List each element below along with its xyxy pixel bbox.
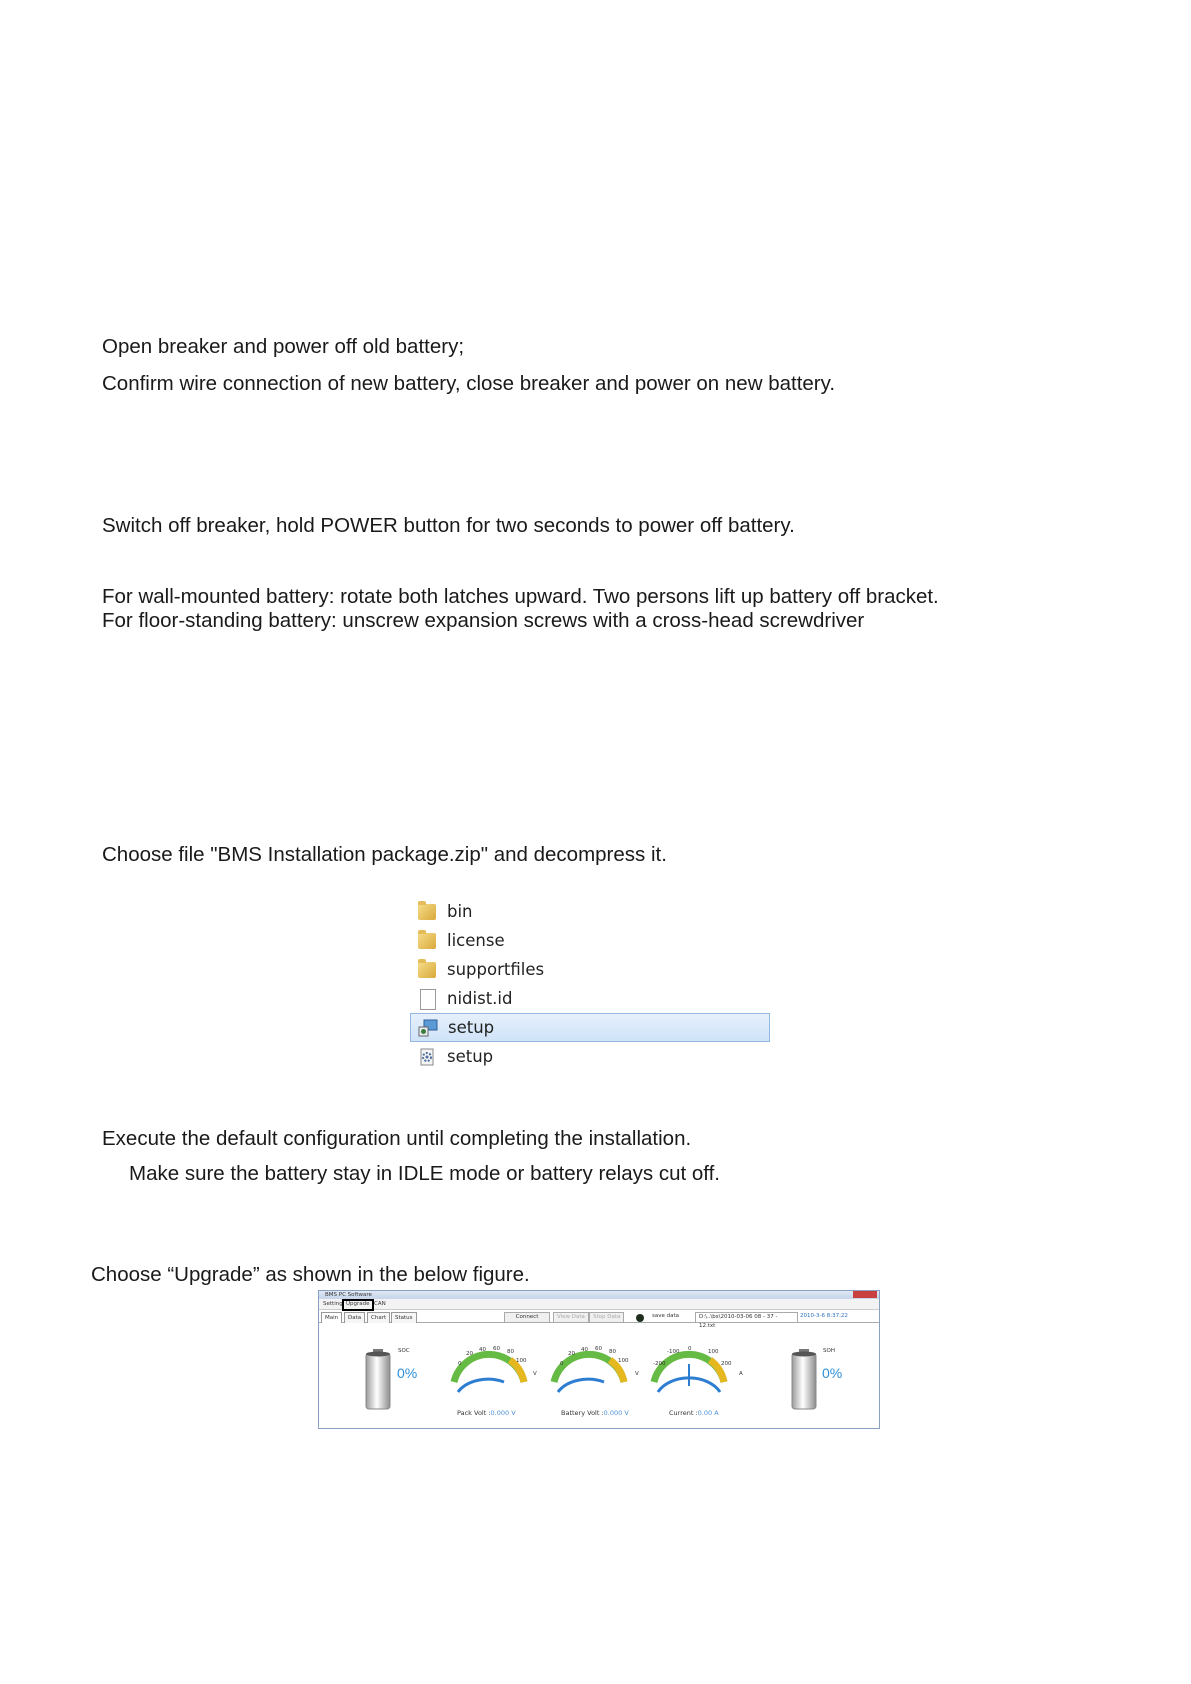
folder-icon <box>416 901 438 923</box>
step-power-off-old: Open breaker and power off old battery; <box>102 335 465 358</box>
step-wall-mounted: For wall-mounted battery: rotate both latches upward. Two persons lift up battery off bracket. <box>102 585 939 608</box>
file-path-field[interactable]: D:\..\bs\2010-03-06 08 - 37 - 12.txt <box>695 1312 798 1323</box>
file-item-supportfiles[interactable] <box>410 955 770 984</box>
pack-volt-readout <box>457 1409 516 1417</box>
file-item-setup-config[interactable] <box>410 1042 770 1071</box>
step-connect-new: Confirm wire connection of new battery, close breaker and power on new battery. <box>102 372 836 395</box>
window-controls[interactable] <box>853 1291 877 1298</box>
current-value: 0.00 A <box>697 1409 719 1417</box>
step-floor-standing: For floor-standing battery: unscrew expansion screws with a cross-head screwdriver <box>102 609 865 632</box>
step-choose-file: Choose file "BMS Installation package.zip" and decompress it. <box>102 843 667 866</box>
soc-battery-icon <box>365 1349 391 1411</box>
file-item-bin[interactable] <box>410 897 770 926</box>
tick: 40 <box>479 1347 486 1353</box>
pack-volt-label: Pack Volt : <box>457 1409 491 1417</box>
setup-icon <box>417 1017 439 1039</box>
tick: 0 <box>560 1361 564 1367</box>
tick: -100 <box>667 1349 680 1355</box>
menu-upgrade[interactable]: Upgrade <box>342 1299 374 1311</box>
battery-volt-label: Battery Volt : <box>561 1409 604 1417</box>
file-name: setup <box>447 1047 494 1066</box>
tick: 0 <box>688 1346 692 1352</box>
folder-icon <box>416 959 438 981</box>
folder-icon <box>416 930 438 952</box>
file-name: setup <box>448 1018 495 1037</box>
stop-data-button[interactable]: Stop Data <box>589 1312 624 1323</box>
tick: 200 <box>721 1361 732 1367</box>
app-title-bar <box>319 1291 879 1299</box>
tick: 100 <box>618 1358 629 1364</box>
tick: 0 <box>458 1361 462 1367</box>
view-data-button[interactable]: View Data <box>553 1312 589 1323</box>
app-title: BMS PC Software <box>325 1292 372 1298</box>
tick: 60 <box>493 1346 500 1352</box>
tick: 60 <box>595 1346 602 1352</box>
battery-volt-gauge <box>544 1346 634 1406</box>
tick: 100 <box>516 1358 527 1364</box>
save-data-checkbox[interactable]: save data <box>652 1313 680 1319</box>
unit-v: V <box>533 1371 537 1377</box>
file-item-nidist[interactable] <box>410 984 770 1013</box>
status-led-icon <box>636 1314 644 1322</box>
tab-data[interactable]: Data <box>344 1312 365 1323</box>
note-idle-mode: Make sure the battery stay in IDLE mode or battery relays cut off. <box>129 1162 720 1185</box>
file-name: license <box>447 931 505 950</box>
tick: 100 <box>708 1349 719 1355</box>
pack-volt-value: 0.000 V <box>490 1409 516 1417</box>
tab-main[interactable]: Main <box>321 1312 342 1323</box>
tick: 40 <box>581 1347 588 1353</box>
soh-battery-icon <box>791 1349 817 1411</box>
tab-status[interactable]: Status <box>391 1312 417 1323</box>
tick: -200 <box>653 1361 666 1367</box>
bms-software-screenshot <box>318 1290 880 1429</box>
file-item-setup-exe[interactable] <box>410 1013 770 1042</box>
file-item-license[interactable] <box>410 926 770 955</box>
current-readout <box>669 1409 719 1417</box>
tab-chart[interactable]: Chart <box>367 1312 390 1323</box>
document-icon <box>416 988 438 1010</box>
tick: 80 <box>609 1349 616 1355</box>
menu-bar <box>319 1299 879 1310</box>
battery-volt-value: 0.000 V <box>603 1409 629 1417</box>
step-choose-upgrade: Choose “Upgrade” as shown in the below figure. <box>91 1263 530 1286</box>
file-list <box>410 897 770 1071</box>
unit-v: V <box>635 1371 639 1377</box>
soh-value: 0% <box>822 1365 843 1381</box>
pack-volt-gauge <box>444 1346 534 1406</box>
file-name: bin <box>447 902 473 921</box>
unit-a: A <box>739 1371 743 1377</box>
battery-volt-readout <box>561 1409 629 1417</box>
date-time: 2010-3-6 8:37:22 <box>800 1313 848 1319</box>
soc-label: SOC <box>398 1348 410 1354</box>
tick: 20 <box>466 1351 473 1357</box>
step-execute-config: Execute the default configuration until completing the installation. <box>102 1127 692 1150</box>
connect-button[interactable]: Connect <box>504 1312 550 1323</box>
current-label: Current : <box>669 1409 698 1417</box>
gear-icon <box>416 1046 438 1068</box>
tick: 80 <box>507 1349 514 1355</box>
step-switch-off: Switch off breaker, hold POWER button for two seconds to power off battery. <box>102 514 795 537</box>
tick: 20 <box>568 1351 575 1357</box>
menu-can[interactable]: CAN <box>374 1301 386 1307</box>
file-name: nidist.id <box>447 989 513 1008</box>
soh-label: SOH <box>823 1348 835 1354</box>
soc-value: 0% <box>397 1365 418 1381</box>
file-name: supportfiles <box>447 960 545 979</box>
current-gauge <box>644 1346 734 1406</box>
menu-setting[interactable]: Setting <box>323 1301 343 1307</box>
